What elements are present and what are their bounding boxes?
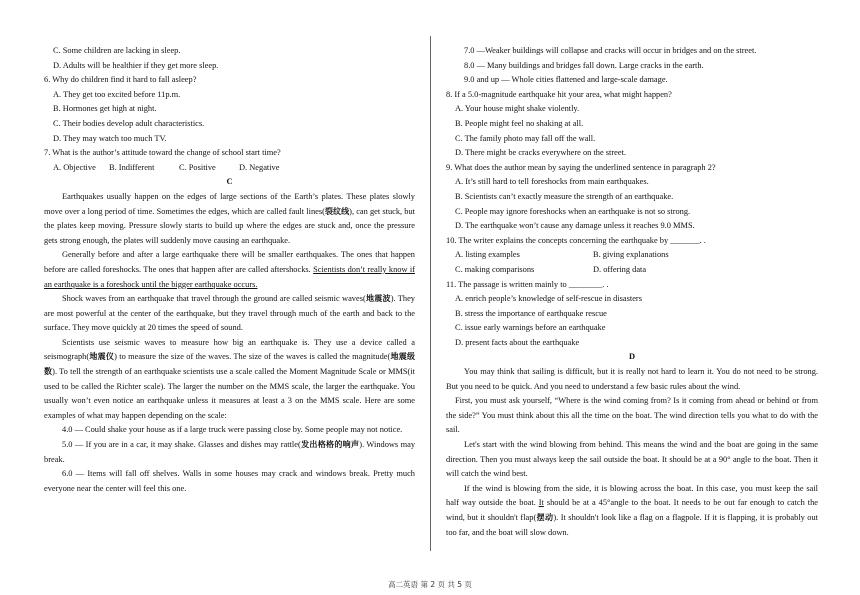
- q8-option-a: A. Your house might shake violently.: [455, 104, 580, 114]
- column-divider: [430, 36, 431, 551]
- left-column: [44, 44, 415, 496]
- page-footer: 高二英语 第 2 页 共 5 页: [388, 580, 472, 589]
- question-10: 10. The writer explains the concepts concerning the earthquake by _______. .: [446, 235, 706, 245]
- q9-option-a: A. It’s still hard to tell foreshocks from main earthquakes.: [455, 177, 649, 187]
- q9-option-b: B. Scientists can’t exactly measure the strength of an earthquake.: [455, 191, 674, 201]
- scale-9: 9.0 and up — Whole cities flattened and large-scale damage.: [464, 75, 668, 85]
- q8-option-d: D. There might be cracks everywhere on the street.: [455, 148, 626, 158]
- question-8: 8. If a 5.0-magnitude earthquake hit your area, what might happen?: [446, 89, 672, 99]
- scale-8: 8.0 — Many buildings and bridges fall down. Large cracks in the earth.: [464, 60, 704, 70]
- q6-option-c: C. Their bodies develop adult characteristics.: [53, 118, 205, 128]
- section-c-heading: C: [226, 177, 233, 187]
- paragraph-3: Shock waves from an earthquake that travel through the ground are called seismic waves(地震波). They are most powerful at the center of the earthquake, but they travel through much of the earth and back to the surface. They move quickly at 20 times the speed of sound.: [44, 294, 415, 333]
- underlined-sentence: Scientists don’t really know if an earthquake is a foreshock until the bigger earthquake occurs.: [44, 264, 415, 289]
- scale-6: 6.0 — Items will fall off shelves. Walls in some houses may crack and windows break. Pretty much everyone near the center will feel this one.: [44, 469, 415, 493]
- right-column: [446, 44, 818, 540]
- q10-option-c: C. making comparisons: [455, 264, 535, 274]
- q10-option-b: B. giving explanations: [593, 250, 669, 260]
- question-9: 9. What does the author mean by saying the underlined sentence in paragraph 2?: [446, 162, 716, 172]
- question-11: 11. The passage is written mainly to ________. .: [446, 279, 609, 289]
- paragraph-1: Earthquakes usually happen on the edges of large sections of the Earth’s plates. These plates slowly move over a long period of time. Sometimes the edges, which are called fault lines(裂纹线), can get stuck, but the plates keep moving. Pressure slowly starts to build up where the edges are stuck and, once the pressure gets strong enough, the plates will suddenly move causing an earthquake.: [44, 191, 416, 245]
- scale-7: 7.0 —Weaker buildings will collapse and cracks will occur in bridges and on the street.: [464, 46, 757, 55]
- q6-option-a: A. They get too excited before 11p.m.: [53, 89, 181, 99]
- q6-option-b: B. Hormones get high at night.: [53, 104, 157, 114]
- section-d-heading: D: [628, 352, 636, 362]
- q7-option-c: C. Positive: [179, 162, 216, 172]
- paragraph-2: Generally before and after a large earthquake there will be smaller earthquakes. The ones that happen before are called foreshocks. The ones that happen after are called aftershocks. Scientists don’t really know if an earthquake is a foreshock until the bigger earthquake occurs.: [44, 250, 415, 289]
- q7-option-d: D. Negative: [239, 162, 280, 172]
- d-paragraph-2: First, you must ask yourself, “Where is the wind coming from? Is it coming from ahead or behind or from the side?” You must think about this all the time on the boat. The wind direction tells you what to do with the sail.: [446, 396, 818, 435]
- q11-option-d: D. present facts about the earthquake: [455, 337, 580, 347]
- q5-option-c: C. Some children are lacking in sleep.: [53, 46, 181, 55]
- scale-5: 5.0 — If you are in a car, it may shake. Glasses and dishes may rattle(发出格格的响声). Windows may break.: [44, 440, 416, 464]
- q10-option-a: A. listing examples: [455, 250, 520, 260]
- d-paragraph-3: Let's start with the wind blowing from behind. This means the wind and the boat are going in the same direction. Then you must always keep the sail outside the boat. It should be at a 90° angle to the boat. Then it will catch the wind best.: [446, 440, 818, 479]
- q9-option-c: C. People may ignore foreshocks when an earthquake is not so strong.: [455, 206, 691, 216]
- q11-option-a: A. enrich people’s knowledge of self-rescue in disasters: [455, 294, 642, 304]
- q10-options: [446, 248, 818, 277]
- q7-option-b: B. Indifferent: [109, 162, 155, 172]
- q9-option-d: D. The earthquake won’t cause any damage unless it reaches 9.0 MMS.: [455, 221, 695, 231]
- q5-option-d: D. Adults will be healthier if they get more sleep.: [53, 60, 219, 70]
- q11-option-c: C. issue early warnings before an earthquake: [455, 323, 606, 333]
- d-paragraph-1: You may think that sailing is difficult, but it is really not hard to learn it. You do not need to be strong. But you need to be quick. And you need to understand a few basic rules about the wind.: [446, 367, 818, 391]
- paragraph-4: Scientists use seismic waves to measure how big an earthquake is. They use a device called a seismograph(地震仪) to measure the size of the waves. The size of the waves is called the magnitude(地震级数). To tell the strength of an earthquake scientists use a scale called the Moment Magnitude Scale or MMS(it used to be called the Richter scale). The larger the number on the MMS scale, the larger the earthquake. You usually won’t even notice an earthquake unless it measures at least a 3 on the MMS scale. Here are some examples of what may happen depending on the scale:: [44, 337, 416, 420]
- q8-option-b: B. People might feel no shaking at all.: [455, 118, 584, 128]
- q7-option-a: A. Objective: [53, 162, 96, 172]
- question-7: 7. What is the author’s attitude toward the change of school start time?: [44, 148, 281, 158]
- q6-option-d: D. They may watch too much TV.: [53, 133, 167, 143]
- q11-option-b: B. stress the importance of earthquake rescue: [455, 308, 607, 318]
- q7-options: [44, 161, 415, 176]
- d-paragraph-4: If the wind is blowing from the side, it is blowing across the boat. In this case, you must keep the sail half way outside the boat. It should be at a 45°angle to the boat. It needs to be out far enough to catch the wind, but it shouldn't flap(摆动). It shouldn't look like a flag on a flagpole. If it is flapping, it is probably out too far, and the boat will slow down.: [446, 483, 819, 537]
- scale-4: 4.0 — Could shake your house as if a large truck were passing close by. Some people may not notice.: [62, 425, 403, 435]
- q8-option-c: C. The family photo may fall off the wall.: [455, 133, 596, 143]
- q10-option-d: D. offering data: [593, 264, 647, 274]
- question-6: 6. Why do children find it hard to fall asleep?: [44, 75, 197, 85]
